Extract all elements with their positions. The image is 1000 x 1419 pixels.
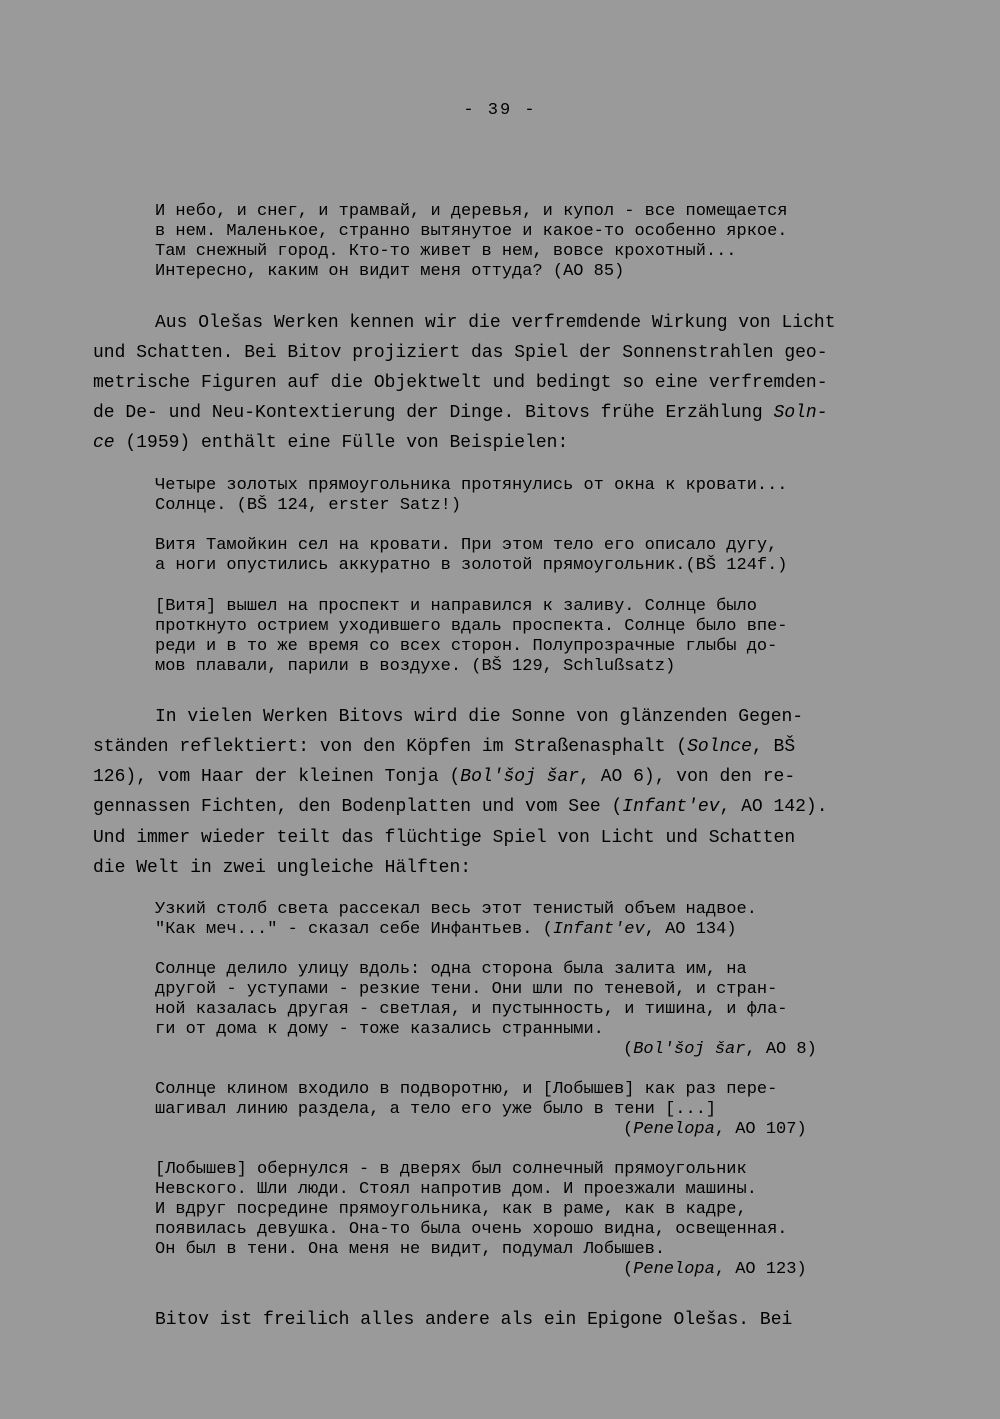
quote-line: в нем. Маленькое, странно вытянутое и какое-то особенно яркое.: [155, 222, 788, 241]
paragraph-line: und Schatten. Bei Bitov projiziert das Spiel der Sonnenstrahlen geo-: [93, 343, 828, 363]
quote-line: Солнце. (BŠ 124, erster Satz!): [155, 496, 462, 515]
paragraph-line: 126), vom Haar der kleinen Tonja (Bol'šoj šar, AO 6), von den re-: [93, 767, 796, 787]
paragraph-line: metrische Figuren auf die Objektwelt und bedingt so eine verfremden-: [93, 373, 828, 393]
paragraph-line: In vielen Werken Bitovs wird die Sonne von glänzenden Gegen-: [155, 707, 804, 727]
quote-line: И вдруг посредине прямоугольника, как в раме, как в кадре,: [155, 1200, 747, 1219]
quote-line: Четыре золотых прямоугольника протянулись от окна к кровати...: [155, 476, 788, 495]
quote-line: а ноги опустились аккуратно в золотой прямоугольник.(BŠ 124f.): [155, 556, 788, 575]
quote-line: Он был в тени. Она меня не видит, подумал Лобышев.: [155, 1240, 666, 1259]
quote-line: Витя Тамойкин сел на кровати. При этом тело его описало дугу,: [155, 536, 778, 555]
paragraph-line: ständen reflektiert: von den Köpfen im Straßenasphalt (Solnce, BŠ: [93, 737, 796, 757]
paragraph-line: Bitov ist freilich alles andere als ein Epigone Olešas. Bei: [155, 1310, 793, 1330]
paragraph-line: Aus Olešas Werken kennen wir die verfremdende Wirkung von Licht: [155, 313, 836, 333]
paragraph-line: die Welt in zwei ungleiche Hälften:: [93, 858, 472, 878]
quote-line: шагивал линию раздела, а тело его уже было в тени [...]: [155, 1100, 717, 1119]
quote-line: Там снежный город. Кто-то живет в нем, вовсе крохотный...: [155, 242, 737, 261]
quote-line: Невского. Шли люди. Стоял напротив дом. И проезжали машины.: [155, 1180, 757, 1199]
quote-line: проткнуто острием уходившего вдаль проспекта. Солнце было впе-: [155, 617, 788, 636]
paragraph-line: ce (1959) enthält eine Fülle von Beispielen:: [93, 433, 569, 453]
quote-line: И небо, и снег, и трамвай, и деревья, и купол - все помещается: [155, 202, 788, 221]
quote-source: (Penelopa, AO 123): [623, 1260, 807, 1279]
quote-line: [Лобышев] обернулся - в дверях был солнечный прямоугольник: [155, 1160, 747, 1179]
quote-line: Солнце клином входило в подворотню, и [Лобышев] как раз пере-: [155, 1080, 778, 1099]
quote-line: ги от дома к дому - тоже казались странными.: [155, 1020, 604, 1039]
quote-line: ной казалась другая - светлая, и пустынность, и тишина, и фла-: [155, 1000, 788, 1019]
quote-source: (Bol'šoj šar, AO 8): [623, 1040, 817, 1059]
paragraph-line: Und immer wieder teilt das flüchtige Spiel von Licht und Schatten: [93, 828, 796, 848]
quote-line: Интересно, каким он видит меня оттуда? (AO 85): [155, 262, 625, 281]
quote-line: Солнце делило улицу вдоль: одна сторона была залита им, на: [155, 960, 747, 979]
quote-line: [Витя] вышел на проспект и направился к заливу. Солнце было: [155, 597, 757, 616]
quote-line: другой - уступами - резкие тени. Они шли по теневой, и стран-: [155, 980, 778, 999]
paragraph-line: gennassen Fichten, den Bodenplatten und vom See (Infant'ev, AO 142).: [93, 797, 828, 817]
quote-line: "Как меч..." - сказал себе Инфантьев. (Infant'ev, AO 134): [155, 920, 737, 939]
quote-line: реди и в то же время со всех сторон. Полупрозрачные глыбы до-: [155, 637, 778, 656]
quote-line: появилась девушка. Она-то была очень хорошо видна, освещенная.: [155, 1220, 788, 1239]
quote-source: (Penelopa, AO 107): [623, 1120, 807, 1139]
quote-line: Узкий столб света рассекал весь этот тенистый объем надвое.: [155, 900, 757, 919]
page-number: - 39 -: [463, 101, 537, 120]
paragraph-line: de De- und Neu-Kontextierung der Dinge. Bitovs frühe Erzählung Soln-: [93, 403, 828, 423]
quote-line: мов плавали, парили в воздухе. (BŠ 129, Schlußsatz): [155, 657, 676, 676]
